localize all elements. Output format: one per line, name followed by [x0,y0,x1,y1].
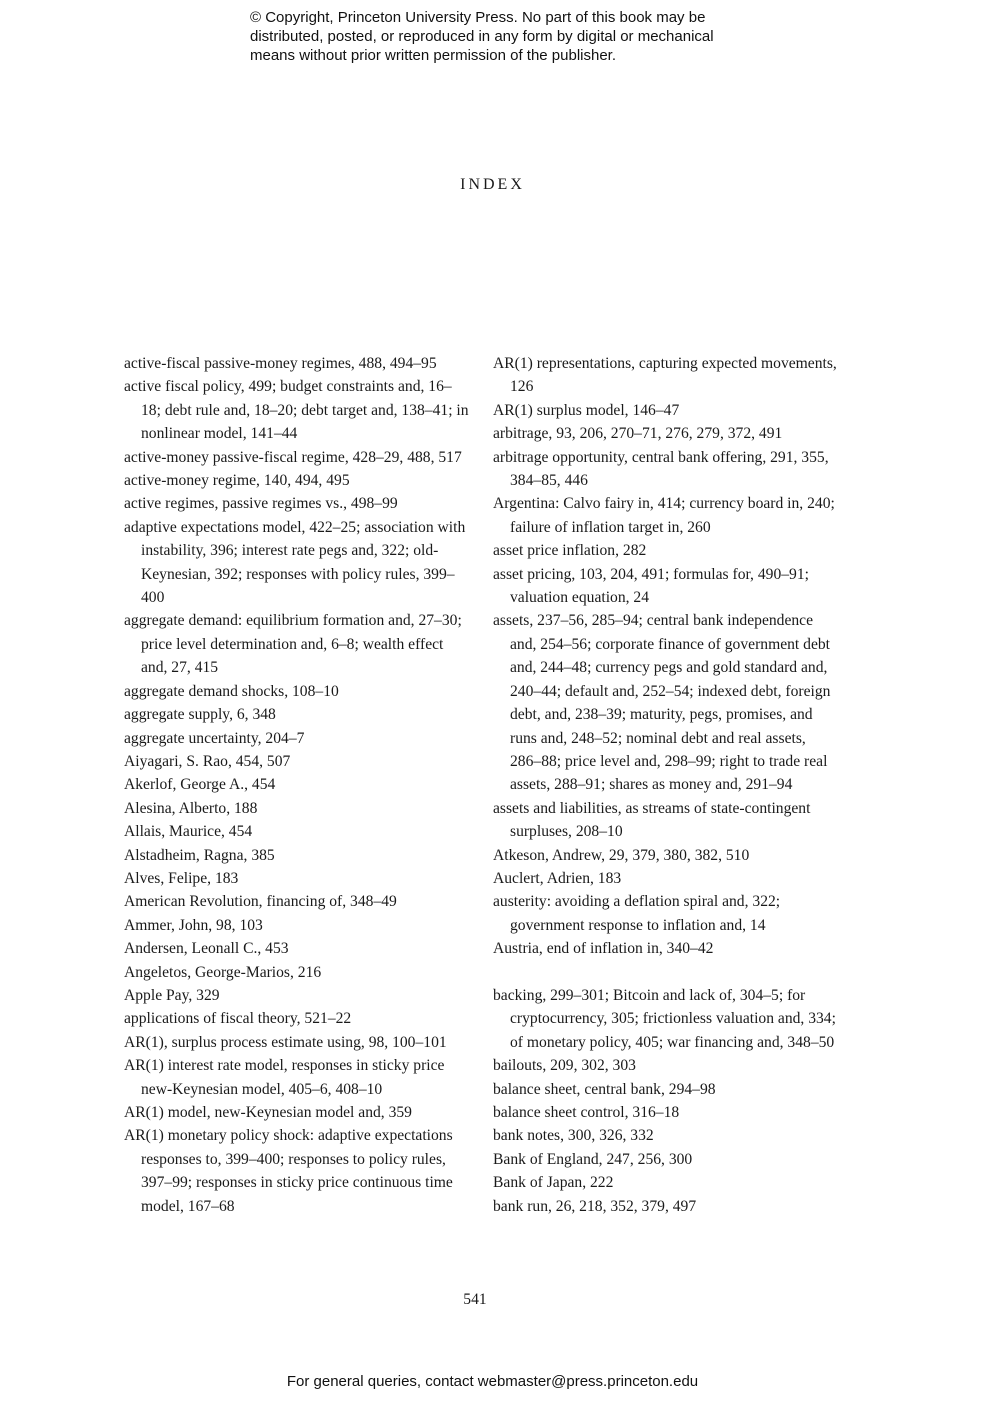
index-entry: asset price inflation, 282 [493,542,647,560]
index-entry: adaptive expectations model, 422–25; association with instability, 396; interest rate pegs and, 322; old-Keynesian, 392; responses with policy rules, 399–400 [124,518,466,607]
index-entry: Allais, Maurice, 454 [124,823,253,841]
index-entry: active-fiscal passive-money regimes, 488, 494–95 [124,355,437,372]
index-entry: Austria, end of inflation in, 340–42 [493,940,714,958]
index-entry: active-money passive-fiscal regime, 428–29, 488, 517 [124,448,462,466]
index-entry: AR(1) monetary policy shock: adaptive expectations responses to, 399–400; responses to policy rules, 397–99; responses in sticky price continuous time model, 167–68 [124,1127,453,1215]
index-entry: Aiyagari, S. Rao, 454, 507 [124,752,291,770]
index-entry: AR(1) interest rate model, responses in sticky price new-Keynesian model, 405–6, 408–10 [124,1057,445,1098]
page-title: INDEX [460,176,525,193]
index-entry: AR(1), surplus process estimate using, 98, 100–101 [124,1033,447,1051]
index-entry: backing, 299–301; Bitcoin and lack of, 304–5; for cryptocurrency, 305; frictionless valuation and, 334; of monetary policy, 405; war financing and, 348–50 [493,986,836,1051]
index-entry: Bank of England, 247, 256, 300 [493,1150,693,1168]
index-entry: Alstadheim, Ragna, 385 [124,846,275,864]
index-entry: bank notes, 300, 326, 332 [493,1127,654,1145]
index-column-right [493,352,838,1218]
index-entry: bank run, 26, 218, 352, 379, 497 [493,1197,697,1215]
copyright-notice [250,8,770,65]
index-entry: Ammer, John, 98, 103 [124,916,263,934]
index-entry: AR(1) surplus model, 146–47 [493,401,680,419]
index-entry: Akerlof, George A., 454 [124,776,276,794]
index-entry: arbitrage opportunity, central bank offering, 291, 355, 384–85, 446 [493,448,829,490]
index-entry: aggregate demand shocks, 108–10 [124,682,339,700]
index-entry: applications of fiscal theory, 521–22 [124,1010,352,1028]
index-entry: active fiscal policy, 499; budget constraints and, 16–18; debt rule and, 18–20; debt target and, 138–41; in nonlinear model, 141–44 [124,378,469,443]
index-entry: balance sheet, central bank, 294–98 [493,1080,716,1098]
index-entry: Alves, Felipe, 183 [124,869,239,887]
index-entry: assets and liabilities, as streams of state-contingent surpluses, 208–10 [493,799,811,841]
index-entry: Argentina: Calvo fairy in, 414; currency board in, 240; failure of inflation target in, 260 [493,495,835,536]
index-entry: Angeletos, George-Marios, 216 [124,963,322,981]
index-entry: aggregate uncertainty, 204–7 [124,729,305,747]
copyright-line: means without prior written permission of the publisher. [250,47,617,64]
index-entry: asset pricing, 103, 204, 491; formulas for, 490–91; valuation equation, 24 [493,565,809,607]
index-entry: bailouts, 209, 302, 303 [493,1057,636,1075]
index-entry: Atkeson, Andrew, 29, 379, 380, 382, 510 [493,846,750,864]
index-entry: active regimes, passive regimes vs., 498–99 [124,495,398,513]
index-entry: Andersen, Leonall C., 453 [124,940,289,958]
index-entry: AR(1) representations, capturing expected movements, 126 [493,355,837,396]
index-entry: assets, 237–56, 285–94; central bank independence and, 254–56; corporate finance of government debt and, 244–48; currency pegs and gold standard and, 240–44; default and, 252–54; indexed debt, foreign debt, and, 238–39; maturity, pegs, promises, and runs and, 248–52; nominal debt and real assets, 286–88; price level and, 298–99; right to trade real assets, 288–91; shares as money and, 291–94 [493,612,831,794]
index-entry: AR(1) model, new-Keynesian model and, 359 [124,1104,412,1121]
footer-contact: For general queries, contact webmaster@press.princeton.edu [286,1373,699,1390]
index-entry: austerity: avoiding a deflation spiral and, 322; government response to inflation and, 14 [493,893,781,934]
index-entry: aggregate demand: equilibrium formation and, 27–30; price level determination and, 6–8; wealth effect and, 27, 415 [124,612,462,677]
page-number: 541 [463,1291,487,1308]
index-entry: active-money regime, 140, 494, 495 [124,472,350,490]
index-entry: arbitrage, 93, 206, 270–71, 276, 279, 372, 491 [493,425,783,443]
copyright-line: distributed, posted, or reproduced in any form by digital or mechanical [250,28,714,45]
index-entry: Alesina, Alberto, 188 [124,799,258,817]
index-entry: balance sheet control, 316–18 [493,1103,680,1121]
index-entry: Auclert, Adrien, 183 [493,869,622,887]
copyright-line: © Copyright, Princeton University Press. No part of this book may be [250,9,706,26]
index-entry: aggregate supply, 6, 348 [124,706,276,724]
index-entry: American Revolution, financing of, 348–49 [124,893,397,911]
index-entry: Apple Pay, 329 [124,986,220,1004]
index-entry: Bank of Japan, 222 [493,1174,614,1192]
index-column-left [124,352,469,1218]
